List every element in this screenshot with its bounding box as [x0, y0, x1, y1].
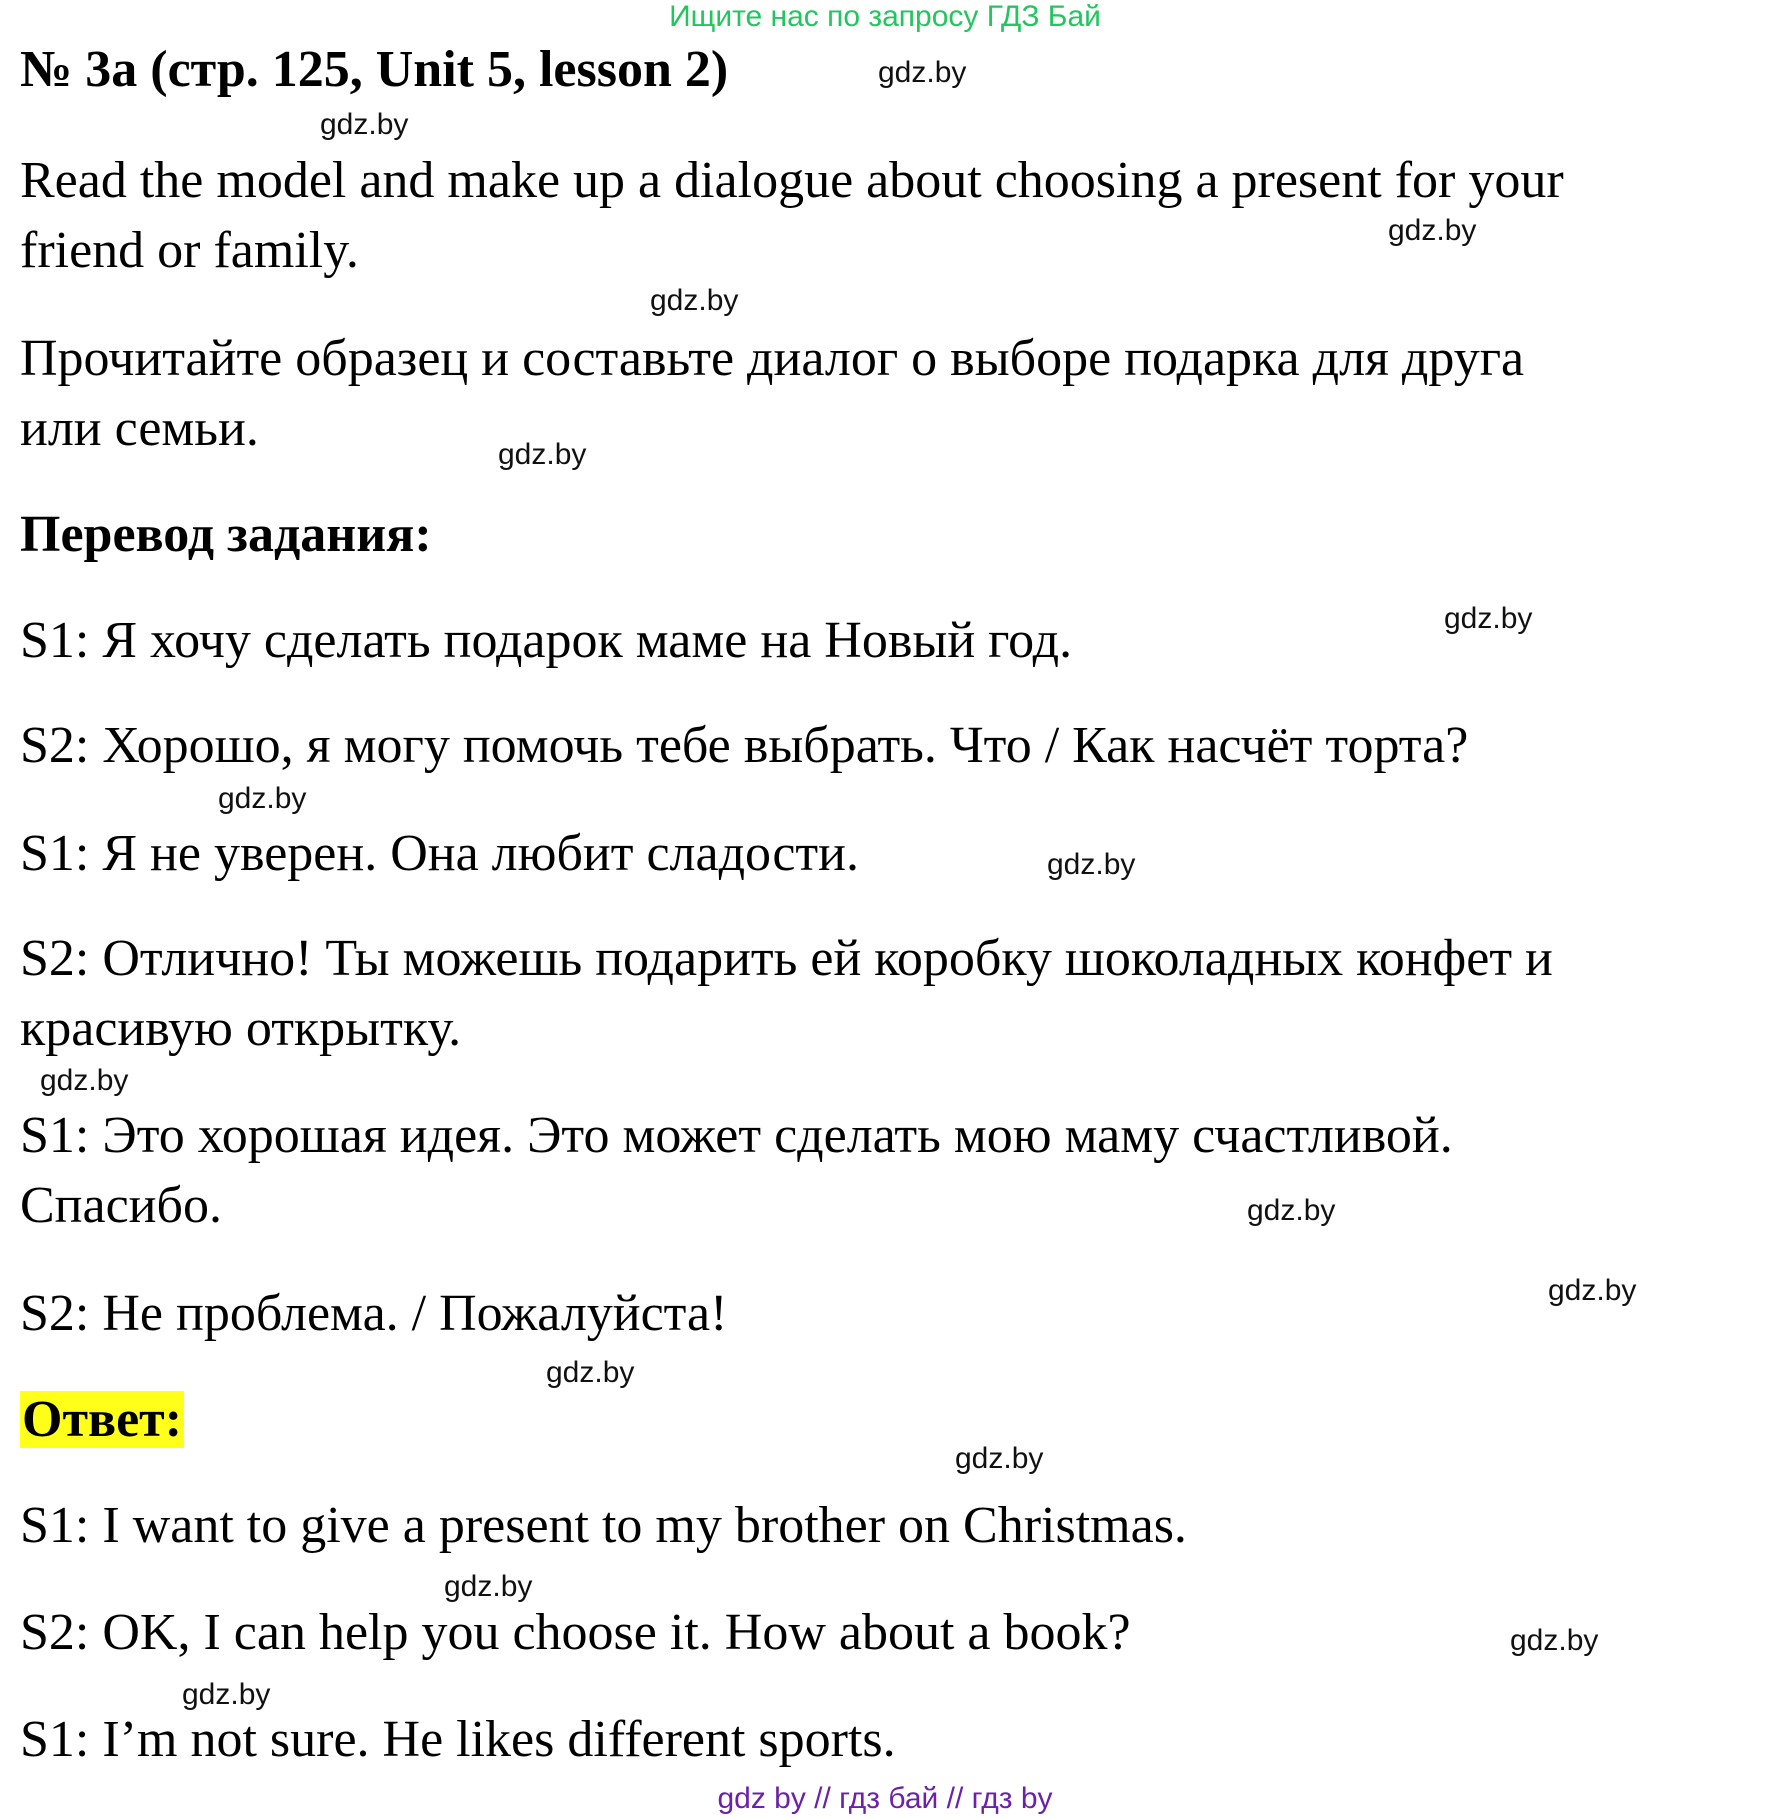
translation-line-8: S2: Не проблема. / Пожалуйста!	[20, 1285, 728, 1342]
translation-line-4: S2: Отлично! Ты можешь подарить ей коробку шоколадных конфет и	[20, 930, 1553, 987]
bottom-banner: gdz by // гдз бай // гдз by	[717, 1782, 1053, 1815]
answer-line-3: S1: I’m not sure. He likes different sports.	[20, 1711, 896, 1768]
answer-line-1: S1: I want to give a present to my brother on Christmas.	[20, 1497, 1187, 1554]
translation-line-5: красивую открытку.	[20, 1000, 462, 1057]
task-ru-line-1: Прочитайте образец и составьте диалог о выборе подарка для друга	[20, 330, 1525, 387]
watermark: gdz.by	[320, 108, 409, 141]
translation-line-2: S2: Хорошо, я могу помочь тебе выбрать. Что / Как насчёт торта?	[20, 717, 1469, 774]
answer-heading	[20, 1390, 184, 1449]
translation-line-6: S1: Это хорошая идея. Это может сделать мою маму счастливой.	[20, 1107, 1453, 1164]
watermark: gdz.by	[1444, 602, 1533, 635]
translation-line-7: Спасибо.	[20, 1177, 222, 1234]
task-en-line-2: friend or family.	[20, 222, 359, 279]
answer-label: Ответ:	[22, 1391, 183, 1448]
watermark: gdz.by	[1548, 1274, 1637, 1307]
page-title: № 3а (стр. 125, Unit 5, lesson 2)	[20, 41, 729, 98]
watermark: gdz.by	[1247, 1194, 1336, 1227]
watermark: gdz.by	[546, 1356, 635, 1389]
watermark: gdz.by	[1047, 848, 1136, 881]
watermark: gdz.by	[955, 1442, 1044, 1475]
watermark: gdz.by	[1510, 1624, 1599, 1657]
watermark: gdz.by	[650, 284, 739, 317]
watermark: gdz.by	[498, 438, 587, 471]
watermark: gdz.by	[218, 782, 307, 815]
answer-line-2: S2: OK, I can help you choose it. How about a book?	[20, 1604, 1131, 1661]
watermark: gdz.by	[1388, 214, 1477, 247]
top-banner: Ищите нас по запросу ГДЗ Бай	[669, 0, 1101, 33]
watermark: gdz.by	[182, 1678, 271, 1711]
task-en-line-1: Read the model and make up a dialogue about choosing a present for your	[20, 152, 1564, 209]
translation-line-3: S1: Я не уверен. Она любит сладости.	[20, 825, 859, 882]
translation-line-1: S1: Я хочу сделать подарок маме на Новый год.	[20, 612, 1073, 669]
translation-heading: Перевод задания:	[20, 506, 432, 563]
watermark: gdz.by	[878, 56, 967, 89]
watermark: gdz.by	[40, 1064, 129, 1097]
task-ru-line-2: или семьи.	[20, 400, 259, 457]
watermark: gdz.by	[444, 1570, 533, 1603]
